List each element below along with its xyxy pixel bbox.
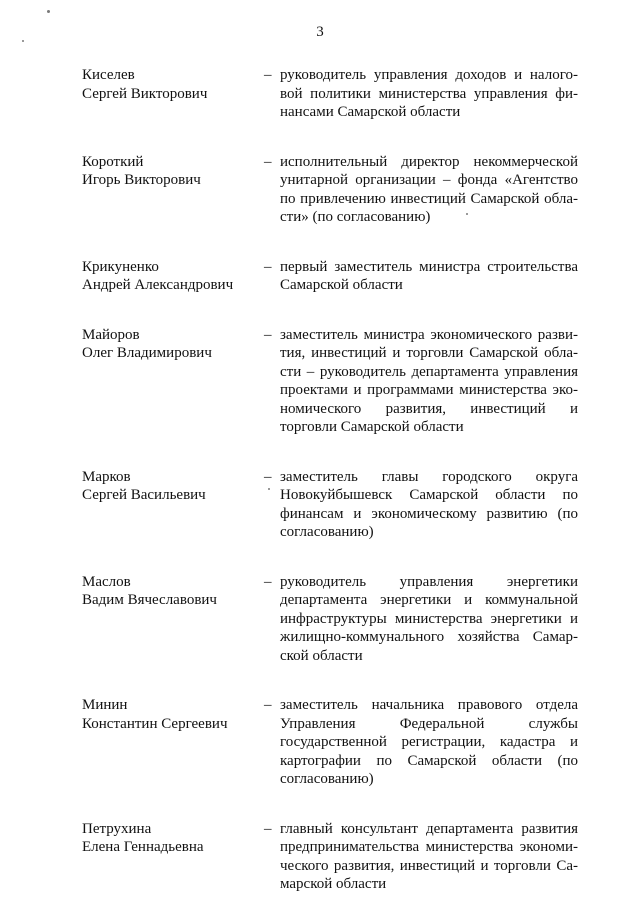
member-position — [280, 66, 578, 122]
member-surname: Короткий — [82, 153, 144, 170]
position-line: заместитель главы городского округа — [280, 468, 578, 485]
member-given-names: Сергей Викторович — [82, 85, 208, 102]
position-line: инфраструктуры министерства энергетики и — [280, 610, 578, 627]
position-line: ческого развития, инвестиций и торговли Са- — [280, 857, 578, 874]
page-number: 3 — [316, 24, 324, 40]
dash-separator: – — [264, 258, 272, 275]
member-position — [280, 696, 578, 789]
position-line: государственной регистрации, кадастра и — [280, 734, 578, 750]
member-surname: Петрухина — [82, 820, 152, 837]
dash-separator: – — [264, 697, 272, 713]
member-given-names: Сергей Васильевич — [82, 487, 206, 503]
position-line: предпринимательства министерства экономи- — [280, 839, 578, 855]
member-entry — [82, 66, 578, 122]
member-name — [82, 468, 264, 542]
position-line: торговли Самарской области — [280, 419, 464, 435]
position-line: вой политики министерства управления фи- — [280, 85, 578, 102]
position-line: Новокуйбышевск Самарской области по — [280, 487, 578, 503]
position-line: департамента энергетики и коммунальной — [280, 592, 578, 608]
position-line: первый заместитель министра строительства — [280, 258, 578, 275]
member-entry — [82, 153, 578, 227]
member-name — [82, 258, 264, 295]
member-position — [280, 258, 578, 295]
member-given-names: Игорь Викторович — [82, 172, 201, 188]
position-line: проектами и программами министерства эко- — [280, 382, 578, 398]
member-entry — [82, 820, 578, 894]
member-name — [82, 820, 264, 894]
position-line: тия, инвестиций и торговли Самарской обла- — [280, 345, 578, 361]
member-surname: Майоров — [82, 326, 140, 343]
position-line: жилищно-коммунального хозяйства Самар- — [280, 629, 578, 645]
member-entry — [82, 468, 578, 542]
member-entry — [82, 573, 578, 666]
position-line: главный консультант департамента развития — [280, 820, 578, 837]
dash-separator: – — [264, 153, 272, 170]
member-entry — [82, 326, 578, 437]
position-line: унитарной организации – фонда «Агентство — [280, 172, 578, 188]
member-surname: Марков — [82, 468, 131, 485]
position-line: ской области — [280, 647, 363, 664]
position-line: руководитель управления энергетики — [280, 573, 578, 590]
member-position — [280, 573, 578, 666]
position-line: согласованию) — [280, 524, 374, 540]
member-entry — [82, 258, 578, 295]
position-line: марской области — [280, 876, 387, 892]
member-given-names: Елена Геннадьевна — [82, 839, 204, 855]
scan-speck — [466, 213, 468, 215]
member-name — [82, 696, 264, 789]
member-name — [82, 326, 264, 437]
member-position — [280, 326, 578, 437]
member-surname: Крикуненко — [82, 258, 159, 275]
dash-separator: – — [264, 326, 272, 343]
position-line: Самарской области — [280, 277, 403, 293]
dash-separator: – — [264, 67, 272, 83]
position-line: нансами Самарской области — [280, 104, 461, 120]
member-surname: Киселев — [82, 67, 135, 83]
position-line: руководитель управления доходов и налого- — [280, 67, 578, 83]
position-line: финансам и экономическому развитию (по — [280, 505, 578, 522]
position-line: заместитель начальника правового отдела — [280, 697, 578, 713]
scan-speck — [47, 10, 50, 13]
member-name — [82, 66, 264, 122]
position-line: согласованию) — [280, 771, 374, 787]
members-list — [82, 66, 578, 894]
member-position — [280, 153, 578, 227]
member-position — [280, 820, 578, 894]
member-surname: Минин — [82, 697, 128, 713]
position-line: исполнительный директор некоммерческой — [280, 153, 578, 170]
member-position — [280, 468, 578, 542]
member-name — [82, 153, 264, 227]
dash-separator: – — [264, 820, 272, 837]
member-given-names: Константин Сергеевич — [82, 715, 228, 732]
scan-speck — [22, 40, 24, 42]
position-line: заместитель министра экономического разви- — [280, 326, 578, 343]
position-line: сти» (по согласованию) — [280, 209, 431, 225]
dash-separator: – — [264, 573, 272, 590]
member-surname: Маслов — [82, 573, 131, 590]
member-given-names: Олег Владимирович — [82, 345, 212, 361]
position-line: Управления Федеральной службы — [280, 715, 578, 732]
scan-speck — [268, 488, 270, 490]
member-name — [82, 573, 264, 666]
member-given-names: Вадим Вячеславович — [82, 592, 217, 608]
position-line: по привлечению инвестиций Самарской обла- — [280, 190, 578, 207]
position-line: номического развития, инвестиций и — [280, 400, 578, 417]
member-entry — [82, 696, 578, 789]
dash-separator: – — [264, 468, 272, 485]
position-line: сти – руководитель департамента управления — [280, 363, 578, 380]
position-line: картографии по Самарской области (по — [280, 752, 578, 769]
member-given-names: Андрей Александрович — [82, 277, 234, 293]
